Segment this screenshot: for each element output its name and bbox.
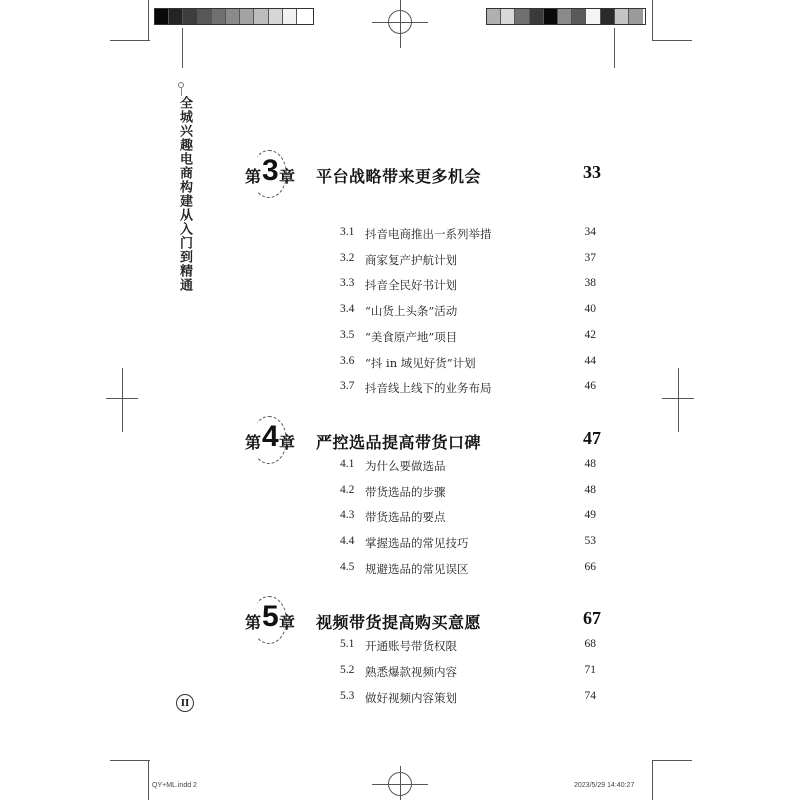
page-number: II [176,694,194,712]
title-ornament-line [181,88,182,96]
chapter-emblem [241,596,296,644]
section-title: 掌握选品的常见技巧 [365,536,469,551]
color-bar-left-swatch [169,9,183,24]
section-number: 4.2 [340,483,355,496]
section-number: 3.7 [340,380,355,393]
crop-mark [110,40,150,41]
registration-mark-circle [388,772,412,796]
chapter-prefix: 第 [245,433,262,452]
chapter-title: 平台战略带来更多机会 [316,167,482,186]
toc-entry[interactable] [340,355,596,371]
section-number: 3.3 [340,277,355,290]
toc-entry[interactable] [340,226,596,242]
chapter-emblem [241,150,296,198]
chapter-prefix: 第 [245,167,262,186]
toc-entry[interactable] [340,509,596,525]
color-calibration-bar-right [486,8,646,25]
color-bar-left-swatch [283,9,297,24]
section-page: 48 [584,483,596,496]
section-title: 带货选品的要点 [365,510,446,525]
color-bar-left-swatch [198,9,212,24]
toc-entry[interactable] [340,664,596,680]
toc-entry[interactable] [340,252,596,268]
chapter-emblem [241,416,296,464]
color-bar-left-swatch [297,9,311,24]
section-title: 商家复产护航计划 [365,252,457,267]
color-bar-left-swatch [240,9,254,24]
footer-timestamp: 2023/5/29 14:40:27 [574,782,635,789]
chapter-suffix: 章 [279,167,296,186]
crop-mark [652,0,653,40]
section-page: 49 [584,509,596,522]
color-bar-left-swatch [254,9,268,24]
chapter-title: 严控选品提高带货口碑 [316,433,482,452]
color-bar-left-swatch [269,9,283,24]
color-bar-right-swatch [544,9,558,24]
section-title: 带货选品的步骤 [365,484,446,499]
section-number: 5.1 [340,638,355,650]
color-bar-left-swatch [226,9,240,24]
toc-entry[interactable] [340,535,596,551]
toc-entry[interactable] [340,380,596,396]
chapter-title: 视频带货提高购买意愿 [316,613,482,632]
toc-entry[interactable] [340,277,596,293]
crop-mark [182,28,183,68]
chapter-number: 3 [262,154,279,187]
chapter-heading[interactable] [241,150,601,198]
color-bar-left-swatch [212,9,226,24]
chapter-page: 67 [583,608,601,628]
crop-mark [614,28,615,68]
crop-mark [652,760,653,800]
section-number: 4.1 [340,458,355,470]
color-bar-right-swatch [629,9,643,24]
section-number: 5.2 [340,664,355,676]
color-bar-left-swatch [155,9,169,24]
registration-mark [106,398,138,399]
color-bar-right-swatch [487,9,501,24]
color-bar-right-swatch [586,9,600,24]
chapter-page: 47 [583,428,601,448]
section-title: 为什么要做选品 [365,459,446,473]
crop-mark [652,40,692,41]
section-title: “美食原产地”项目 [365,329,458,344]
chapter-suffix: 章 [279,433,296,452]
crop-mark [148,0,149,40]
section-number: 3.4 [340,303,355,316]
chapter-prefix: 第 [245,613,262,632]
section-page: 53 [584,535,596,548]
section-number: 4.4 [340,535,355,548]
toc-entry[interactable] [340,638,596,654]
book-title: 全城兴趣电商构建从入门到精通 [177,96,192,292]
section-page: 40 [584,303,596,316]
section-number: 3.5 [340,328,355,341]
section-title: 抖音电商推出一系列举措 [365,227,492,241]
registration-mark [662,398,694,399]
section-title: 开通账号带货权限 [365,639,457,653]
section-number: 5.3 [340,690,355,702]
section-title: 规避选品的常见误区 [365,561,469,576]
section-page: 71 [584,664,596,676]
section-page: 74 [584,690,596,702]
toc-entry[interactable] [340,329,596,345]
footer-file-name: QY+ML.indd 2 [152,782,197,789]
section-page: 68 [584,638,596,650]
section-page: 46 [584,380,596,393]
section-number: 3.2 [340,251,355,264]
section-page: 48 [584,458,596,470]
toc-entry[interactable] [340,484,596,500]
registration-mark [678,368,679,432]
section-title: 做好视频内容策划 [365,691,457,705]
section-number: 3.6 [340,354,355,367]
color-bar-right-swatch [530,9,544,24]
toc-entry[interactable] [340,561,596,577]
toc-entry[interactable] [340,303,596,319]
section-page: 34 [584,226,596,238]
section-page: 37 [584,251,596,264]
section-title: “抖 in 域见好货”计划 [365,355,476,370]
crop-mark [110,760,150,761]
chapter-heading[interactable] [241,596,601,644]
section-page: 38 [584,277,596,290]
section-title: “山货上头条”活动 [365,304,458,319]
section-page: 66 [584,560,596,573]
color-bar-right-swatch [615,9,629,24]
color-bar-right-swatch [501,9,515,24]
section-number: 4.5 [340,560,355,573]
color-calibration-bar-left [154,8,314,25]
section-title: 熟悉爆款视频内容 [365,665,457,679]
color-bar-right-swatch [601,9,615,24]
crop-mark [148,760,149,800]
section-page: 44 [584,354,596,367]
toc-entry[interactable] [340,690,596,706]
chapter-page: 33 [583,162,601,182]
chapter-number: 5 [262,600,279,633]
toc-entry[interactable] [340,458,596,474]
registration-mark-circle [388,10,412,34]
section-number: 4.3 [340,509,355,522]
section-title: 抖音全民好书计划 [365,278,457,293]
color-bar-right-swatch [515,9,529,24]
section-page: 42 [584,328,596,341]
color-bar-left-swatch [183,9,197,24]
color-bar-right-swatch [558,9,572,24]
crop-mark [652,760,692,761]
color-bar-right-swatch [572,9,586,24]
section-title: 抖音线上线下的业务布局 [365,381,492,396]
chapter-number: 4 [262,420,279,453]
registration-mark [122,368,123,432]
section-number: 3.1 [340,226,355,238]
chapter-heading[interactable] [241,416,601,464]
chapter-suffix: 章 [279,613,296,632]
